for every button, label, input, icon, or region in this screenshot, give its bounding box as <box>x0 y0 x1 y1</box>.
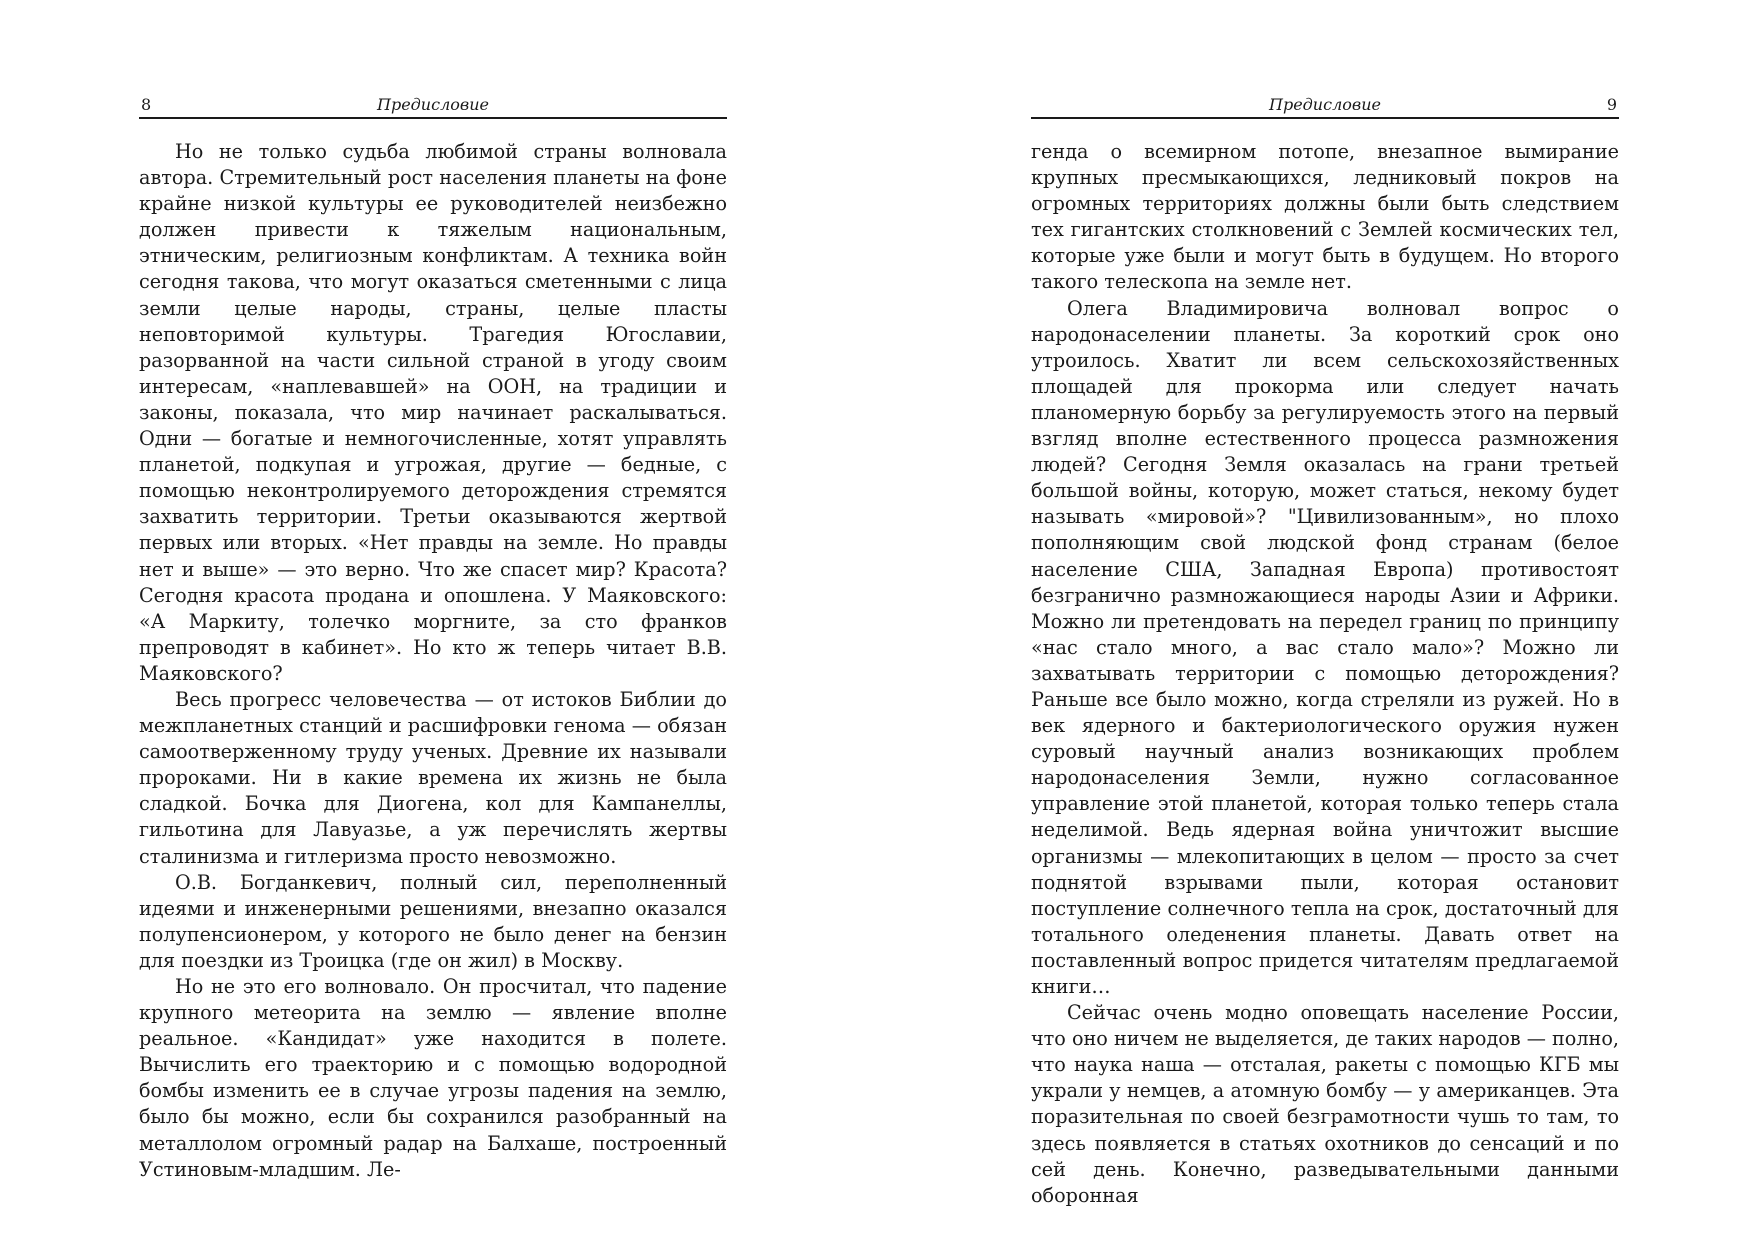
paragraph: Но не это его волновало. Он просчитал, что падение крупного метеорита на землю — явление вполне реальное. «Кандидат» уже находится в полете. Вычислить его траекторию и с помощью водородной бомбы изменить ее в случае угрозы падения на землю, было бы можно, если бы сохранился разобранный на металлолом огромный радар на Балхаше, построенный Устиновым-младшим. Ле- <box>139 975 727 1181</box>
left-page-number: 8 <box>141 95 152 114</box>
left-body-text <box>139 139 727 1183</box>
paragraph: Олега Владимировича волновал вопрос о народонаселении планеты. За короткий срок оно утроилось. Хватит ли всем сельскохозяйственных площадей для прокорма или следует начать планомерную борьбу за регулируемость этого на первый взгляд вполне естественного процесса размножения людей? Сегодня Земля оказалась на грани третьей большой войны, которую, может статься, некому будет называть «мировой»? "Цивилизованным», но плохо пополняющим свой людской фонд странам (белое население США, Западная Европа) противостоят безгранично размножающиеся народы Азии и Африки. Можно ли претендовать на передел границ по принципу «нас стало много, а вас стало мало»? Можно ли захватывать территории с помощью деторождения? Раньше все было можно, когда стреляли из ружей. Но в век ядерного и бактериологического оружия нужен суровый научный анализ возникающих проблем народонаселения Земли, нужно согласованное управление этой планетой, которая только теперь стала неделимой. Ведь ядерная война уничтожит высшие организмы — млекопитающих в целом — просто за счет поднятой взрывами пыли, которая остановит поступление солнечного тепла на срок, достаточный для тотального оледенения планеты. Давать ответ на поставленный вопрос придется читателям предлагаемой книги… <box>1031 296 1619 998</box>
left-running-head-title: Предисловие <box>377 95 489 114</box>
paragraph: Но не только судьба любимой страны волновала автора. Стремительный рост населения планеты на фоне крайне низкой культуры ее руководителей неизбежно должен привести к тяжелым национальным, этническим, религиозным конфликтам. А техника войн сегодня такова, что могут оказаться сметенными с лица земли целые народы, страны, целые пласты неповторимой культуры. Трагедия Югославии, разорванной на части сильной страной в угоду своим интересам, «наплевавшей» на ООН, на традиции и законы, показала, что мир начинает раскалываться. Одни — богатые и немногочисленные, хотят управлять планетой, подкупая и угрожая, другие — бедные, с помощью неконтролируемого деторождения стремятся захватить территории. Третьи оказываются жертвой первых или вторых. «Нет правды на земле. Но правды нет и выше» — это верно. Что же спасет мир? Красота? Сегодня красота продана и опошлена. У Маяковского: «А Маркиту, толечко моргните, за сто франков препроводят в кабинет». Но кто ж теперь читает В.В. Маяковского? <box>139 140 727 685</box>
right-page-number: 9 <box>1606 95 1617 114</box>
left-page <box>139 95 727 1183</box>
paragraph: Весь прогресс человечества — от истоков Библии до межпланетных станций и расшифровки генома — обязан самоотверженному труду ученых. Древние их называли пророками. Ни в какие времена их жизнь не была сладкой. Бочка для Диогена, кол для Кампанеллы, гильотина для Лавуазье, а уж перечислять жертвы сталинизма и гитлеризма просто невозможно. <box>139 687 727 868</box>
right-body-text <box>1031 139 1619 1209</box>
right-page <box>1031 95 1619 1209</box>
paragraph: О.В. Богданкевич, полный сил, переполненный идеями и инженерными решениями, внезапно оказался полупенсионером, у которого не было денег на бензин для поездки из Троицка (где он жил) в Москву. <box>139 870 727 972</box>
right-running-head <box>1031 95 1619 119</box>
left-running-head <box>139 95 727 119</box>
right-running-head-title: Предисловие <box>1269 95 1381 114</box>
continued-paragraph: генда о всемирном потопе, внезапное вымирание крупных пресмыкающихся, ледниковый покров на огромных территориях должны были быть следствием тех гигантских столкновений с Землей космических тел, которые уже были и могут быть в будущем. Но второго такого телескопа на земле нет. <box>1031 140 1619 294</box>
paragraph: Сейчас очень модно оповещать население России, что оно ничем не выделяется, де таких народов — полно, что наука наша — отсталая, ракеты с помощью КГБ мы украли у немцев, а атомную бомбу — у американцев. Эта поразительная по своей безграмотности чушь то там, то здесь появляется в статьях охотников до сенсаций и по сей день. Конечно, разведывательными данными оборонная <box>1031 1001 1619 1207</box>
